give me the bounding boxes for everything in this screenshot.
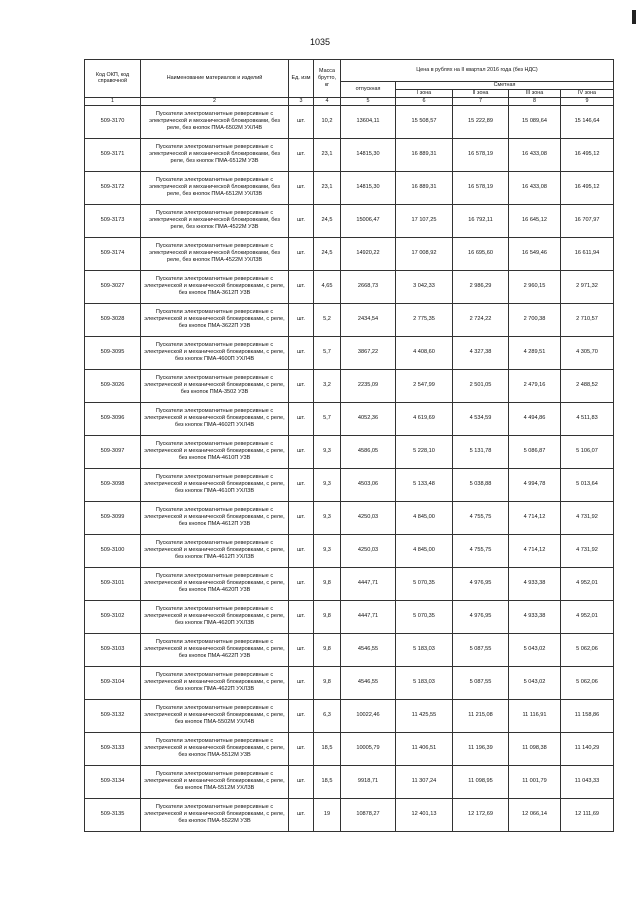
- row-zone-3-price: 2 700,38: [509, 303, 561, 336]
- row-mass: 24,5: [314, 204, 341, 237]
- row-zone-2-price: 5 087,55: [453, 666, 509, 699]
- row-zone-4-price: 5 062,06: [561, 633, 614, 666]
- row-zone-2-price: 4 327,38: [453, 336, 509, 369]
- row-unit: шт.: [289, 336, 314, 369]
- row-zone-4-price: 15 146,64: [561, 105, 614, 138]
- row-name: Пускатели электромагнитные реверсивные с электрической и механической блокировками, с реле, без кнопок ПМА-4612П У3В: [141, 501, 289, 534]
- row-unit: шт.: [289, 435, 314, 468]
- table-row: [85, 501, 614, 534]
- row-zone-1-price: 15 508,57: [396, 105, 453, 138]
- row-name: Пускатели электромагнитные реверсивные с электрической и механической блокировками, без реле, без кнопок ПМА-6512М УХЛ3В: [141, 171, 289, 204]
- row-code: 509-3099: [85, 501, 141, 534]
- row-zone-1-price: 5 070,35: [396, 600, 453, 633]
- row-code: 509-3028: [85, 303, 141, 336]
- row-zone-1-price: 17 107,25: [396, 204, 453, 237]
- header-estimate: Сметная: [396, 82, 614, 90]
- row-zone-2-price: 2 501,05: [453, 369, 509, 402]
- row-zone-2-price: 5 087,55: [453, 633, 509, 666]
- row-zone-3-price: 2 479,16: [509, 369, 561, 402]
- row-name: Пускатели электромагнитные реверсивные с электрической и механической блокировками, с реле, без кнопок ПМА-4622П У3В: [141, 633, 289, 666]
- row-code: 509-3135: [85, 798, 141, 831]
- row-unit: шт.: [289, 303, 314, 336]
- row-zone-4-price: 16 611,94: [561, 237, 614, 270]
- row-unit: шт.: [289, 699, 314, 732]
- row-mass: 9,8: [314, 633, 341, 666]
- column-number: 5: [341, 97, 396, 105]
- row-mass: 9,8: [314, 567, 341, 600]
- row-code: 509-3102: [85, 600, 141, 633]
- row-zone-3-price: 4 933,38: [509, 567, 561, 600]
- row-zone-2-price: 2 724,22: [453, 303, 509, 336]
- header-zone-4: IV зона: [561, 90, 614, 98]
- row-zone-1-price: 11 425,55: [396, 699, 453, 732]
- row-name: Пускатели электромагнитные реверсивные с электрической и механической блокировками, с реле, без кнопок ПМА-3502 У3В: [141, 369, 289, 402]
- row-zone-4-price: 4 731,92: [561, 501, 614, 534]
- row-mass: 18,5: [314, 732, 341, 765]
- row-code: 509-3027: [85, 270, 141, 303]
- row-name: Пускатели электромагнитные реверсивные с электрической и механической блокировками, с реле, без кнопок ПМА-4600П УХЛ4В: [141, 336, 289, 369]
- row-unit: шт.: [289, 468, 314, 501]
- row-unit: шт.: [289, 171, 314, 204]
- row-zone-4-price: 4 952,01: [561, 600, 614, 633]
- header-code: Код ОКП, код справочной: [85, 60, 141, 98]
- row-zone-2-price: 16 578,19: [453, 138, 509, 171]
- row-name: Пускатели электромагнитные реверсивные с электрической и механической блокировками, с реле, без кнопок ПМА-4610П У3В: [141, 435, 289, 468]
- row-zone-4-price: 4 511,83: [561, 402, 614, 435]
- row-code: 509-3095: [85, 336, 141, 369]
- row-unit: шт.: [289, 666, 314, 699]
- row-zone-4-price: 11 140,29: [561, 732, 614, 765]
- row-release-price: 4052,36: [341, 402, 396, 435]
- row-code: 509-3171: [85, 138, 141, 171]
- row-name: Пускатели электромагнитные реверсивные с электрической и механической блокировками, с реле, без кнопок ПМА-5512М УХЛ3В: [141, 765, 289, 798]
- row-zone-1-price: 11 307,24: [396, 765, 453, 798]
- row-zone-1-price: 5 133,48: [396, 468, 453, 501]
- row-zone-3-price: 4 714,12: [509, 501, 561, 534]
- row-code: 509-3104: [85, 666, 141, 699]
- price-table: [84, 59, 614, 832]
- row-code: 509-3103: [85, 633, 141, 666]
- table-row: [85, 435, 614, 468]
- row-zone-2-price: 15 222,89: [453, 105, 509, 138]
- row-unit: шт.: [289, 138, 314, 171]
- row-zone-2-price: 16 695,60: [453, 237, 509, 270]
- row-zone-3-price: 11 098,38: [509, 732, 561, 765]
- row-zone-2-price: 11 098,95: [453, 765, 509, 798]
- page-corner-mark: [632, 10, 636, 24]
- table-row: [85, 666, 614, 699]
- row-mass: 10,2: [314, 105, 341, 138]
- row-zone-3-price: 4 714,12: [509, 534, 561, 567]
- row-zone-4-price: 16 495,12: [561, 171, 614, 204]
- row-zone-1-price: 4 408,60: [396, 336, 453, 369]
- row-zone-1-price: 4 619,69: [396, 402, 453, 435]
- row-name: Пускатели электромагнитные реверсивные с электрической и механической блокировками, с реле, без кнопок ПМА-4622П УХЛ3В: [141, 666, 289, 699]
- row-zone-2-price: 11 196,39: [453, 732, 509, 765]
- row-zone-1-price: 16 889,31: [396, 171, 453, 204]
- row-zone-2-price: 4 976,95: [453, 600, 509, 633]
- row-name: Пускатели электромагнитные реверсивные с электрической и механической блокировками, без реле, без кнопок ПМА-4522М У3В: [141, 204, 289, 237]
- table-row: [85, 204, 614, 237]
- row-zone-1-price: 17 008,92: [396, 237, 453, 270]
- row-release-price: 14815,30: [341, 171, 396, 204]
- row-zone-2-price: 2 986,29: [453, 270, 509, 303]
- row-mass: 5,7: [314, 336, 341, 369]
- row-name: Пускатели электромагнитные реверсивные с электрической и механической блокировками, с реле, без кнопок ПМА-4620П УХЛ3В: [141, 600, 289, 633]
- row-code: 509-3173: [85, 204, 141, 237]
- row-name: Пускатели электромагнитные реверсивные с электрической и механической блокировками, с реле, без кнопок ПМА-3612П У3В: [141, 270, 289, 303]
- column-number: 1: [85, 97, 141, 105]
- row-code: 509-3174: [85, 237, 141, 270]
- row-release-price: 10005,79: [341, 732, 396, 765]
- row-unit: шт.: [289, 204, 314, 237]
- row-release-price: 4447,71: [341, 567, 396, 600]
- column-number: 6: [396, 97, 453, 105]
- table-row: [85, 270, 614, 303]
- table-row: [85, 534, 614, 567]
- row-name: Пускатели электромагнитные реверсивные с электрической и механической блокировками, с реле, без кнопок ПМА-4612П УХЛ3В: [141, 534, 289, 567]
- row-code: 509-3134: [85, 765, 141, 798]
- row-zone-2-price: 4 755,75: [453, 534, 509, 567]
- row-code: 509-3133: [85, 732, 141, 765]
- row-zone-4-price: 11 043,33: [561, 765, 614, 798]
- row-zone-2-price: 16 792,11: [453, 204, 509, 237]
- row-release-price: 4447,71: [341, 600, 396, 633]
- row-zone-4-price: 4 952,01: [561, 567, 614, 600]
- row-zone-1-price: 11 406,51: [396, 732, 453, 765]
- header-name: Наименование материалов и изделий: [141, 60, 289, 98]
- header-zone-3: III зона: [509, 90, 561, 98]
- row-release-price: 4586,05: [341, 435, 396, 468]
- row-zone-4-price: 4 731,92: [561, 534, 614, 567]
- row-zone-3-price: 5 043,02: [509, 633, 561, 666]
- row-unit: шт.: [289, 402, 314, 435]
- row-release-price: 2235,09: [341, 369, 396, 402]
- column-number: 8: [509, 97, 561, 105]
- row-zone-4-price: 11 158,86: [561, 699, 614, 732]
- row-zone-3-price: 4 933,38: [509, 600, 561, 633]
- column-number: 7: [453, 97, 509, 105]
- row-mass: 5,2: [314, 303, 341, 336]
- header-price-group: Цена в рублях на II квартал 2016 года (без НДС): [341, 60, 614, 82]
- row-zone-3-price: 16 645,12: [509, 204, 561, 237]
- row-unit: шт.: [289, 237, 314, 270]
- table-row: [85, 138, 614, 171]
- row-zone-3-price: 12 066,14: [509, 798, 561, 831]
- row-zone-3-price: 4 289,51: [509, 336, 561, 369]
- row-unit: шт.: [289, 765, 314, 798]
- column-number: 3: [289, 97, 314, 105]
- row-code: 509-3101: [85, 567, 141, 600]
- row-mass: 6,3: [314, 699, 341, 732]
- row-mass: 18,5: [314, 765, 341, 798]
- row-zone-4-price: 2 971,32: [561, 270, 614, 303]
- row-unit: шт.: [289, 270, 314, 303]
- row-release-price: 4250,03: [341, 534, 396, 567]
- header-mass: Масса брутто, кг: [314, 60, 341, 98]
- table-row: [85, 699, 614, 732]
- row-zone-2-price: 12 172,69: [453, 798, 509, 831]
- column-number: 2: [141, 97, 289, 105]
- row-zone-3-price: 15 089,64: [509, 105, 561, 138]
- row-zone-1-price: 2 775,35: [396, 303, 453, 336]
- table-row: [85, 336, 614, 369]
- row-unit: шт.: [289, 369, 314, 402]
- table-row: [85, 237, 614, 270]
- row-mass: 23,1: [314, 138, 341, 171]
- row-code: 509-3172: [85, 171, 141, 204]
- header-release: отпускная: [341, 82, 396, 98]
- row-mass: 4,65: [314, 270, 341, 303]
- row-zone-4-price: 5 062,06: [561, 666, 614, 699]
- row-zone-1-price: 4 845,00: [396, 501, 453, 534]
- row-unit: шт.: [289, 501, 314, 534]
- row-release-price: 4546,55: [341, 666, 396, 699]
- row-name: Пускатели электромагнитные реверсивные с электрической и механической блокировками, с реле, без кнопок ПМА-4602П УХЛ4В: [141, 402, 289, 435]
- row-release-price: 13604,11: [341, 105, 396, 138]
- row-code: 509-3098: [85, 468, 141, 501]
- column-number-row: [85, 97, 614, 105]
- header-zone-1: I зона: [396, 90, 453, 98]
- row-zone-2-price: 4 534,59: [453, 402, 509, 435]
- table-row: [85, 732, 614, 765]
- row-release-price: 9918,71: [341, 765, 396, 798]
- row-zone-4-price: 2 710,57: [561, 303, 614, 336]
- row-zone-1-price: 16 889,31: [396, 138, 453, 171]
- row-name: Пускатели электромагнитные реверсивные с электрической и механической блокировками, с реле, без кнопок ПМА-3622П У3В: [141, 303, 289, 336]
- row-zone-2-price: 4 755,75: [453, 501, 509, 534]
- row-zone-2-price: 16 578,19: [453, 171, 509, 204]
- row-zone-3-price: 16 549,46: [509, 237, 561, 270]
- row-name: Пускатели электромагнитные реверсивные с электрической и механической блокировками, с реле, без кнопок ПМА-4610П УХЛ3В: [141, 468, 289, 501]
- row-mass: 23,1: [314, 171, 341, 204]
- row-mass: 9,8: [314, 600, 341, 633]
- row-zone-2-price: 11 215,08: [453, 699, 509, 732]
- row-zone-3-price: 5 086,87: [509, 435, 561, 468]
- row-zone-4-price: 16 495,12: [561, 138, 614, 171]
- row-unit: шт.: [289, 567, 314, 600]
- row-release-price: 10022,46: [341, 699, 396, 732]
- table-row: [85, 402, 614, 435]
- row-release-price: 14920,22: [341, 237, 396, 270]
- row-mass: 5,7: [314, 402, 341, 435]
- table-row: [85, 765, 614, 798]
- header-unit: Ед. изм: [289, 60, 314, 98]
- row-name: Пускатели электромагнитные реверсивные с электрической и механической блокировками, с реле, без кнопок ПМА-5522М У3В: [141, 798, 289, 831]
- row-zone-1-price: 5 183,03: [396, 633, 453, 666]
- row-zone-2-price: 4 976,95: [453, 567, 509, 600]
- row-zone-4-price: 2 488,52: [561, 369, 614, 402]
- row-mass: 9,3: [314, 435, 341, 468]
- page-number: 1035: [309, 37, 331, 47]
- row-zone-1-price: 12 401,13: [396, 798, 453, 831]
- table-row: [85, 798, 614, 831]
- row-zone-3-price: 16 433,08: [509, 138, 561, 171]
- row-zone-3-price: 5 043,02: [509, 666, 561, 699]
- row-name: Пускатели электромагнитные реверсивные с электрической и механической блокировками, без реле, без кнопок ПМА-4522М УХЛ3В: [141, 237, 289, 270]
- row-release-price: 14815,30: [341, 138, 396, 171]
- row-zone-1-price: 2 547,99: [396, 369, 453, 402]
- row-zone-4-price: 12 111,69: [561, 798, 614, 831]
- row-code: 509-3132: [85, 699, 141, 732]
- row-release-price: 3867,22: [341, 336, 396, 369]
- row-mass: 9,8: [314, 666, 341, 699]
- row-release-price: 15006,47: [341, 204, 396, 237]
- row-code: 509-3097: [85, 435, 141, 468]
- column-number: 9: [561, 97, 614, 105]
- row-unit: шт.: [289, 732, 314, 765]
- row-code: 509-3100: [85, 534, 141, 567]
- row-zone-4-price: 16 707,97: [561, 204, 614, 237]
- table-row: [85, 468, 614, 501]
- row-unit: шт.: [289, 633, 314, 666]
- row-unit: шт.: [289, 798, 314, 831]
- row-zone-3-price: 4 994,78: [509, 468, 561, 501]
- row-zone-1-price: 4 845,00: [396, 534, 453, 567]
- row-zone-1-price: 5 183,03: [396, 666, 453, 699]
- row-code: 509-3026: [85, 369, 141, 402]
- row-zone-3-price: 16 433,08: [509, 171, 561, 204]
- column-number: 4: [314, 97, 341, 105]
- table-row: [85, 633, 614, 666]
- row-name: Пускатели электромагнитные реверсивные с электрической и механической блокировками, без реле, без кнопок ПМА-6502М УХЛ4В: [141, 105, 289, 138]
- row-release-price: 2668,73: [341, 270, 396, 303]
- table-row: [85, 600, 614, 633]
- row-zone-4-price: 5 106,07: [561, 435, 614, 468]
- row-name: Пускатели электромагнитные реверсивные с электрической и механической блокировками, с реле, без кнопок ПМА-5502М УХЛ4В: [141, 699, 289, 732]
- row-release-price: 2434,54: [341, 303, 396, 336]
- table-row: [85, 567, 614, 600]
- row-code: 509-3096: [85, 402, 141, 435]
- table-row: [85, 369, 614, 402]
- row-zone-2-price: 5 038,88: [453, 468, 509, 501]
- row-mass: 9,3: [314, 468, 341, 501]
- row-mass: 24,5: [314, 237, 341, 270]
- table-row: [85, 303, 614, 336]
- row-release-price: 4546,55: [341, 633, 396, 666]
- row-name: Пускатели электромагнитные реверсивные с электрической и механической блокировками, с реле, без кнопок ПМА-5512М У3В: [141, 732, 289, 765]
- row-zone-4-price: 5 013,64: [561, 468, 614, 501]
- row-zone-3-price: 4 494,86: [509, 402, 561, 435]
- table-row: [85, 105, 614, 138]
- row-zone-3-price: 2 960,15: [509, 270, 561, 303]
- row-unit: шт.: [289, 534, 314, 567]
- row-release-price: 4250,03: [341, 501, 396, 534]
- row-zone-3-price: 11 001,79: [509, 765, 561, 798]
- row-zone-2-price: 5 131,78: [453, 435, 509, 468]
- row-name: Пускатели электромагнитные реверсивные с электрической и механической блокировками, с реле, без кнопок ПМА-4620П У3В: [141, 567, 289, 600]
- header-zone-2: II зона: [453, 90, 509, 98]
- row-mass: 9,3: [314, 501, 341, 534]
- row-unit: шт.: [289, 600, 314, 633]
- table-row: [85, 171, 614, 204]
- row-code: 509-3170: [85, 105, 141, 138]
- row-mass: 19: [314, 798, 341, 831]
- row-mass: 3,2: [314, 369, 341, 402]
- row-release-price: 4503,06: [341, 468, 396, 501]
- row-mass: 9,3: [314, 534, 341, 567]
- row-zone-1-price: 5 070,35: [396, 567, 453, 600]
- row-name: Пускатели электромагнитные реверсивные с электрической и механической блокировками, без реле, без кнопок ПМА-6512М У3В: [141, 138, 289, 171]
- row-unit: шт.: [289, 105, 314, 138]
- row-release-price: 10878,27: [341, 798, 396, 831]
- row-zone-1-price: 5 228,10: [396, 435, 453, 468]
- row-zone-3-price: 11 116,91: [509, 699, 561, 732]
- row-zone-1-price: 3 042,33: [396, 270, 453, 303]
- row-zone-4-price: 4 305,70: [561, 336, 614, 369]
